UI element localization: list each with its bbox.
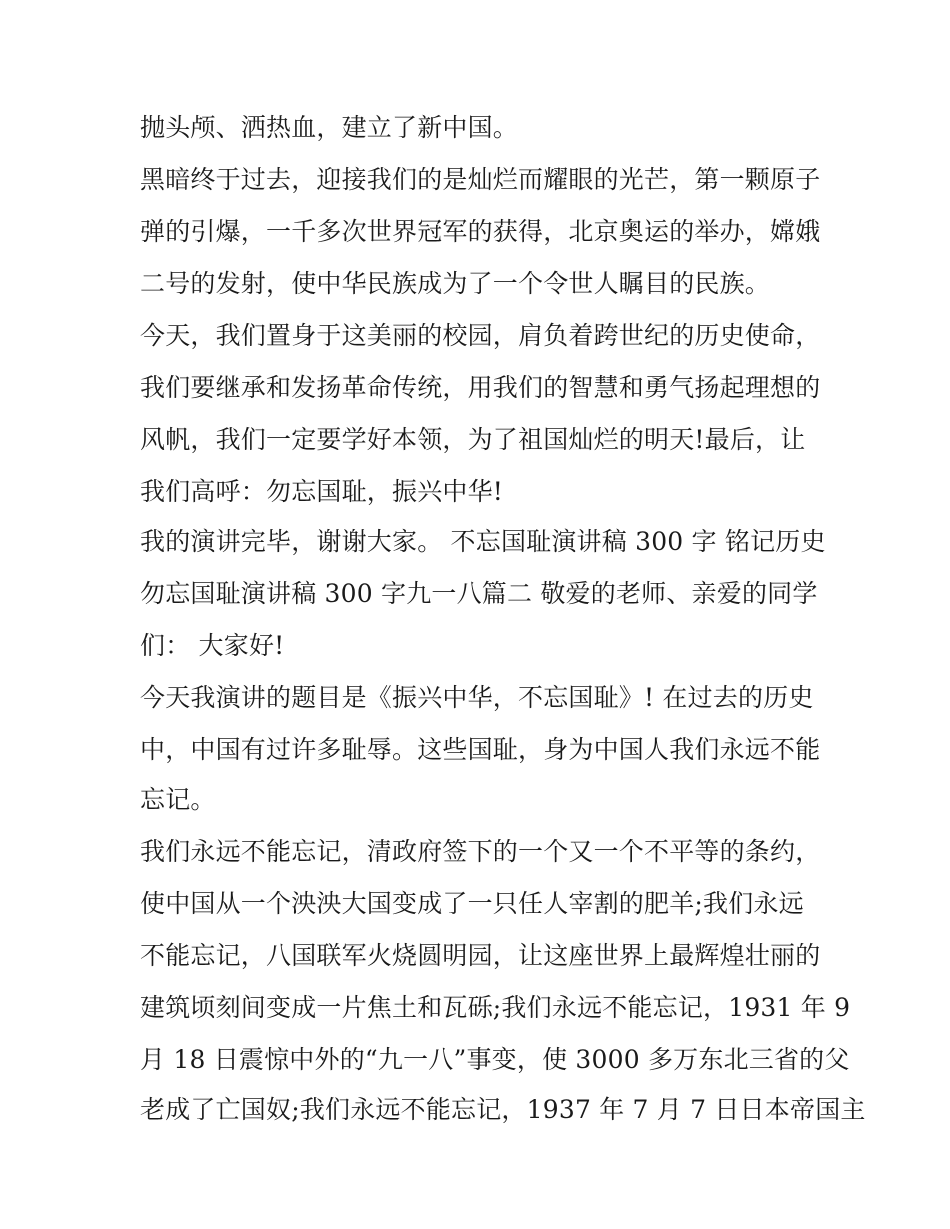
text-line: 勿忘国耻演讲稿 300 字九一八篇二 敬爱的老师、亲爱的同学 xyxy=(140,579,818,608)
text-line: 今天我演讲的题目是《振兴中华，不忘国耻》! 在过去的历史 xyxy=(140,683,814,712)
text-line: 中，中国有过许多耻辱。这些国耻，身为中国人我们永远不能 xyxy=(140,735,821,764)
text-line: 黑暗终于过去，迎接我们的是灿烂而耀眼的光芒，第一颗原子 xyxy=(140,165,821,194)
text-line: 老成了亡国奴;我们永远不能忘记，1937 年 7 月 7 日日本帝国主 xyxy=(140,1095,866,1124)
text-line: 我们要继承和发扬革命传统，用我们的智慧和勇气扬起理想的 xyxy=(140,373,821,402)
text-line: 二号的发射，使中华民族成为了一个令世人瞩目的民族。 xyxy=(140,269,771,298)
text-line: 忘记。 xyxy=(140,785,216,814)
text-line: 建筑顷刻间变成一片焦土和瓦砾;我们永远不能忘记，1931 年 9 xyxy=(140,993,851,1022)
text-line: 们： 大家好! xyxy=(140,631,285,660)
text-line: 不能忘记，八国联军火烧圆明园，让这座世界上最辉煌壮丽的 xyxy=(140,941,821,970)
text-line: 我的演讲完毕，谢谢大家。 不忘国耻演讲稿 300 字 铭记历史 xyxy=(140,527,826,556)
text-line: 我们永远不能忘记，清政府签下的一个又一个不平等的条约， xyxy=(140,837,821,866)
text-line: 风帆，我们一定要学好本领，为了祖国灿烂的明天!最后，让 xyxy=(140,425,806,454)
text-line: 使中国从一个泱泱大国变成了一只任人宰割的肥羊;我们永远 xyxy=(140,889,804,918)
text-line: 抛头颅、洒热血，建立了新中国。 xyxy=(140,113,519,142)
text-line: 今天，我们置身于这美丽的校园，肩负着跨世纪的历史使命， xyxy=(140,321,821,350)
text-line: 我们高呼：勿忘国耻，振兴中华! xyxy=(140,477,504,506)
text-line: 弹的引爆，一千多次世界冠军的获得，北京奥运的举办，嫦娥 xyxy=(140,217,821,246)
text-line: 月 18 日震惊中外的“九一八”事变，使 3000 多万东北三省的父 xyxy=(140,1045,850,1074)
